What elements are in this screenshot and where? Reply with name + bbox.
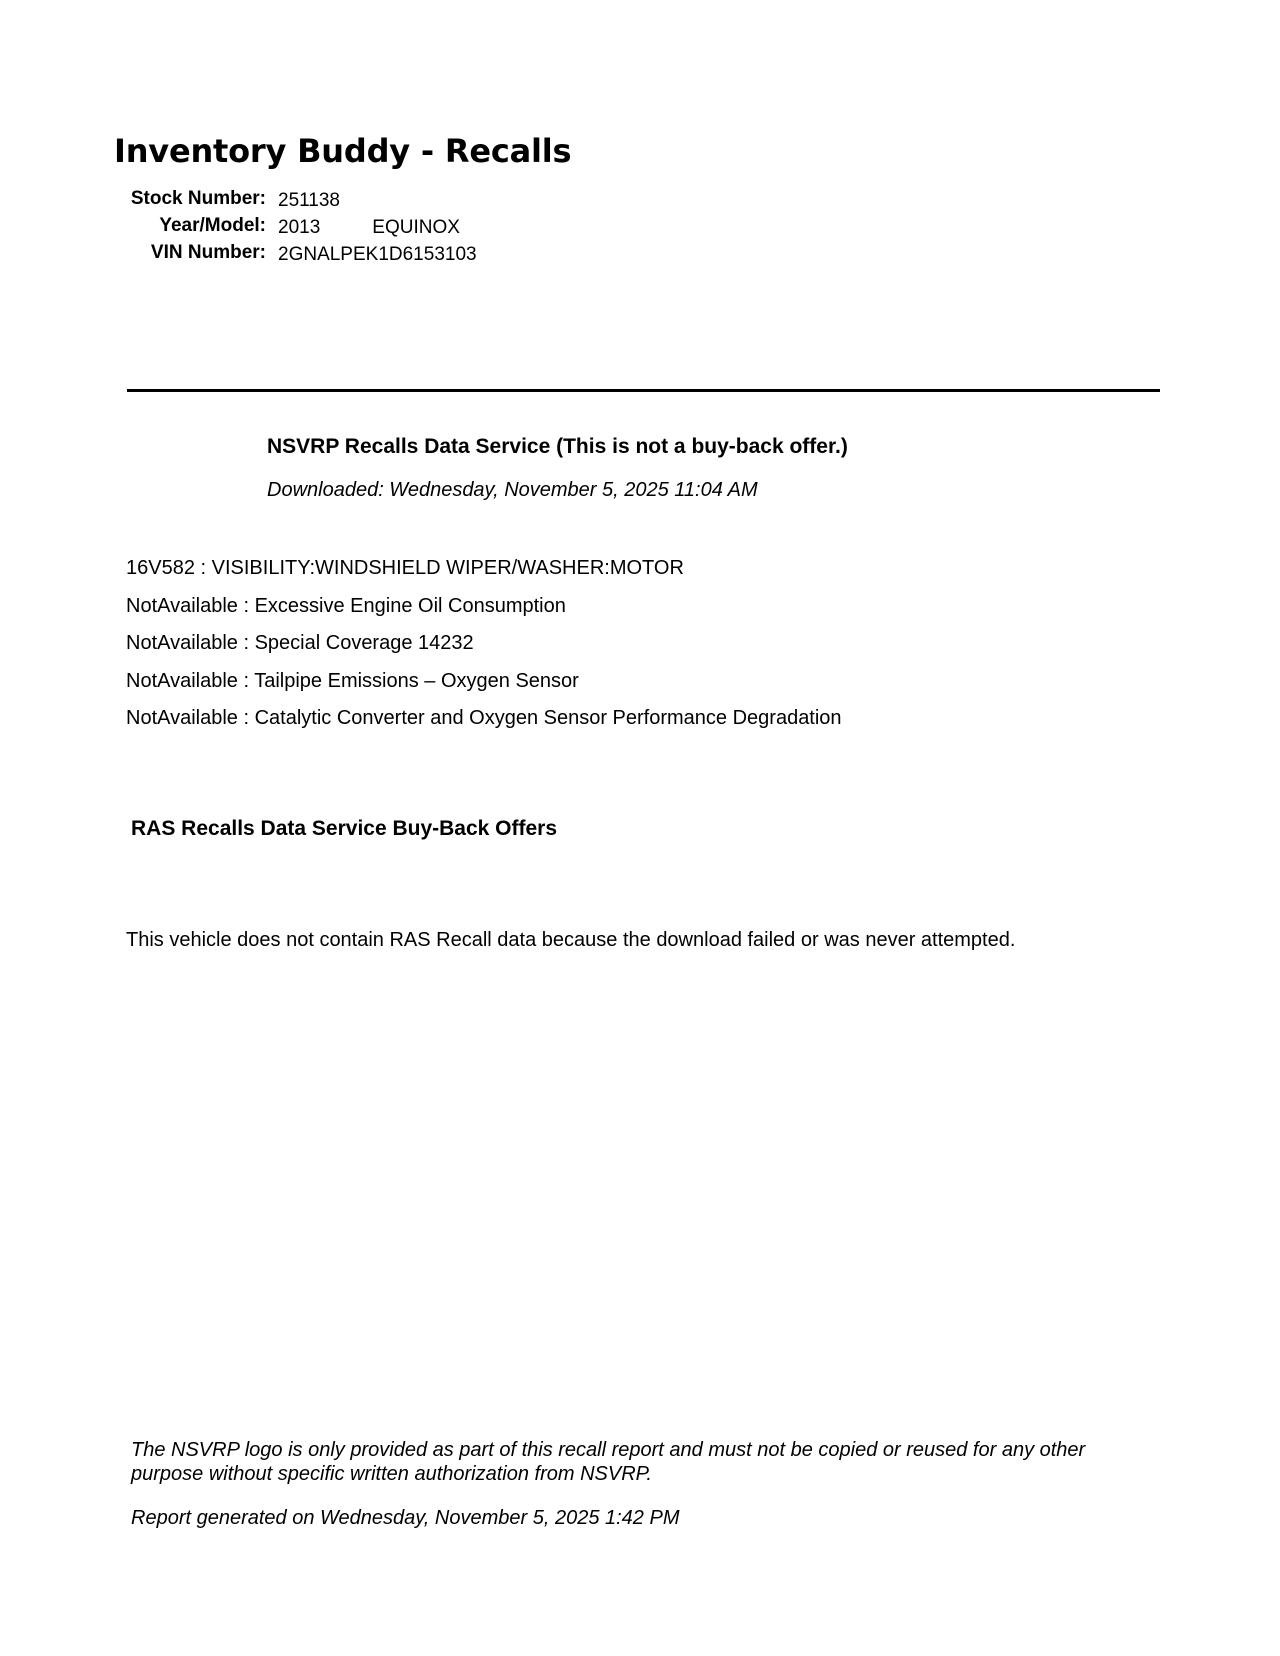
nsvrp-downloaded-timestamp: Downloaded: Wednesday, November 5, 2025 11:04 AM: [267, 479, 758, 501]
nsvrp-recall-list: [126, 555, 842, 743]
year-value: 2013: [278, 217, 321, 238]
section-divider: [127, 389, 1160, 392]
recall-item: NotAvailable : Tailpipe Emissions – Oxygen Sensor: [126, 669, 579, 692]
nsvrp-heading: NSVRP Recalls Data Service (This is not a buy-back offer.): [267, 435, 848, 458]
recall-item: 16V582 : VISIBILITY:WINDSHIELD WIPER/WASHER:MOTOR: [126, 557, 684, 579]
report-title: Inventory Buddy - Recalls: [114, 132, 572, 170]
report-generated-timestamp: Report generated on Wednesday, November 5, 2025 1:42 PM: [131, 1507, 680, 1529]
year-model-row: [110, 214, 477, 241]
vehicle-info: [110, 187, 477, 268]
logo-disclaimer: The NSVRP logo is only provided as part of this recall report and must not be copied or reused for any other purpose without specific written authorization from NSVRP.: [131, 1439, 1086, 1485]
ras-status-message: This vehicle does not contain RAS Recall data because the download failed or was never attempted.: [126, 929, 1016, 951]
model-value: EQUINOX: [372, 217, 460, 238]
stock-number-row: [110, 187, 477, 214]
recall-item: NotAvailable : Excessive Engine Oil Consumption: [126, 594, 566, 617]
vin-number-label: VIN Number:: [150, 242, 266, 263]
recall-item: NotAvailable : Catalytic Converter and Oxygen Sensor Performance Degradation: [126, 707, 842, 729]
year-model-label: Year/Model:: [159, 215, 266, 236]
ras-heading: RAS Recalls Data Service Buy-Back Offers: [131, 817, 558, 840]
vin-number-value: 2GNALPEK1D6153103: [278, 244, 477, 265]
vin-number-row: [110, 241, 477, 268]
stock-number-value: 251138: [278, 190, 340, 211]
stock-number-label: Stock Number:: [130, 188, 266, 209]
recall-item: NotAvailable : Special Coverage 14232: [126, 632, 474, 654]
